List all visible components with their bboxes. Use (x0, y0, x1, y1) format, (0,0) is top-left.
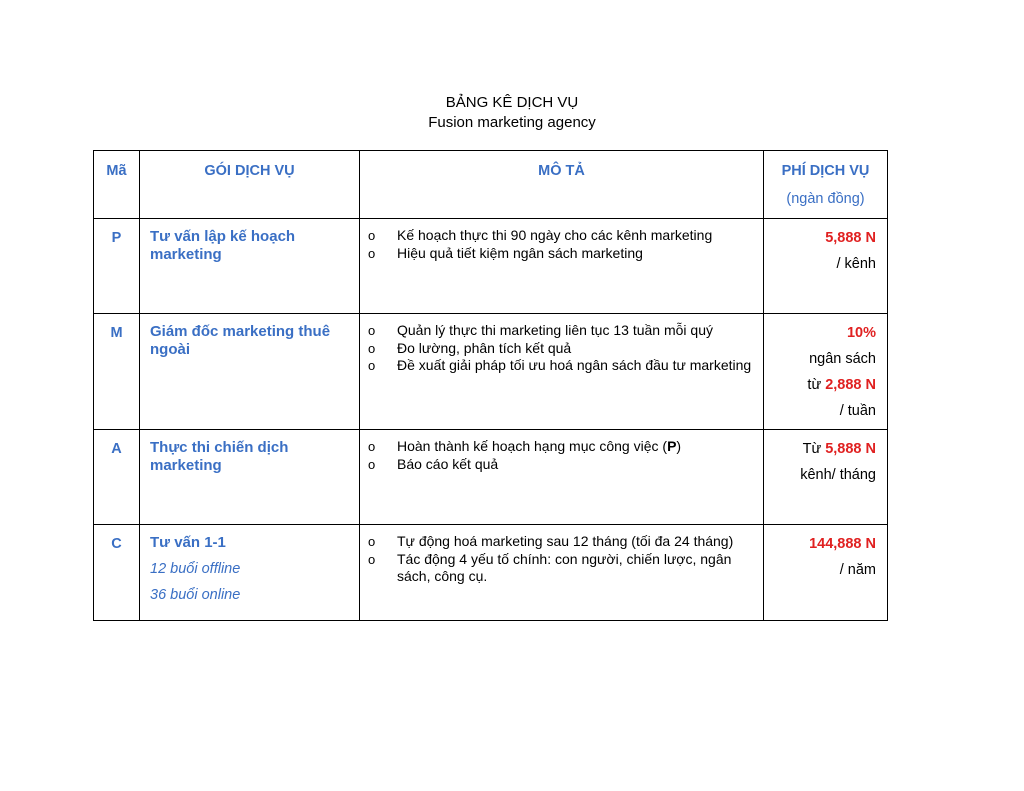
description-cell (360, 525, 764, 621)
bullet-icon: o (368, 228, 376, 243)
column-header-package: GÓI DỊCH VỤ (140, 151, 360, 219)
list-item: o Đề xuất giải pháp tối ưu hoá ngân sách đầu tư marketing (368, 357, 752, 373)
list-item: o Tự động hoá marketing sau 12 tháng (tối đa 24 tháng) (368, 533, 734, 549)
package-name: Tư vấn 1-1 (150, 534, 226, 551)
fee-from-amount: Từ 5,888 N (802, 441, 876, 457)
bullet-icon: o (368, 551, 376, 567)
list-item: o Đo lường, phân tích kết quả (368, 339, 572, 356)
column-header-code: Mã (94, 151, 140, 219)
fee-percent: 10% (846, 325, 876, 341)
package-cell (140, 525, 360, 621)
document-title: BẢNG KÊ DỊCH VỤ (445, 94, 579, 111)
table-row (94, 430, 888, 525)
service-code: M (94, 314, 140, 430)
description-list (368, 322, 755, 375)
package-cell (140, 314, 360, 430)
package-name: Tư vấn lập kế hoạch marketing (150, 228, 296, 263)
service-table (93, 150, 888, 621)
fee-unit: / tuần (839, 403, 876, 419)
fee-unit: / kênh (836, 256, 876, 272)
document-header (0, 93, 1024, 133)
column-header-description: MÔ TẢ (360, 151, 764, 219)
table-header-row (94, 151, 888, 219)
fee-amount: 2,888 N (825, 377, 876, 393)
list-item: o Hoàn thành kế hoạch hạng mục công việc (P) (368, 438, 682, 454)
fee-basis: ngân sách (809, 351, 876, 367)
service-code: P (94, 219, 140, 314)
document-subtitle: Fusion marketing agency (428, 114, 596, 131)
fee-amount: 144,888 N (809, 536, 876, 552)
bullet-icon: o (368, 358, 376, 373)
package-cell (140, 430, 360, 525)
fee-cell (764, 219, 888, 314)
bullet-icon: o (368, 323, 376, 338)
package-name: Giám đốc marketing thuê ngoài (150, 323, 331, 358)
list-item: o Hiệu quả tiết kiệm ngân sách marketing (368, 244, 643, 261)
fee-amount: 5,888 N (825, 230, 876, 246)
bullet-icon: o (368, 534, 376, 549)
bullet-icon: o (368, 245, 376, 261)
description-cell (360, 314, 764, 430)
fee-unit: kênh/ tháng (800, 467, 876, 483)
list-item: o Báo cáo kết quả (368, 455, 499, 472)
column-header-fee: PHÍ DỊCH VỤ (ngàn đồng) (764, 151, 888, 219)
bullet-icon: o (368, 439, 376, 454)
service-code: A (94, 430, 140, 525)
service-code: C (94, 525, 140, 621)
fee-from-amount: từ 2,888 N (807, 377, 876, 393)
description-cell (360, 219, 764, 314)
bullet-icon: o (368, 340, 376, 356)
fee-cell (764, 430, 888, 525)
description-cell (360, 430, 764, 525)
description-list (368, 227, 755, 262)
package-note: 36 buổi online (150, 587, 241, 603)
fee-cell (764, 314, 888, 430)
bullet-icon: o (368, 456, 376, 472)
fee-unit: / năm (839, 562, 876, 578)
package-note: 12 buổi offline (150, 561, 241, 577)
fee-cell (764, 525, 888, 621)
table-row (94, 314, 888, 430)
description-list (368, 533, 755, 586)
list-item: o Tác động 4 yếu tố chính: con người, chiến lược, ngân sách, công cụ. (368, 550, 732, 584)
package-name: Thực thi chiến dịch marketing (150, 439, 289, 474)
description-list (368, 438, 755, 473)
list-item: o Kế hoạch thực thi 90 ngày cho các kênh marketing (368, 227, 713, 243)
list-item: o Quản lý thực thi marketing liên tục 13 tuần mỗi quý (368, 322, 713, 338)
table-row (94, 219, 888, 314)
fee-amount: 5,888 N (825, 441, 876, 457)
table-row (94, 525, 888, 621)
package-cell (140, 219, 360, 314)
fee-unit-note: (ngàn đồng) (786, 191, 865, 207)
